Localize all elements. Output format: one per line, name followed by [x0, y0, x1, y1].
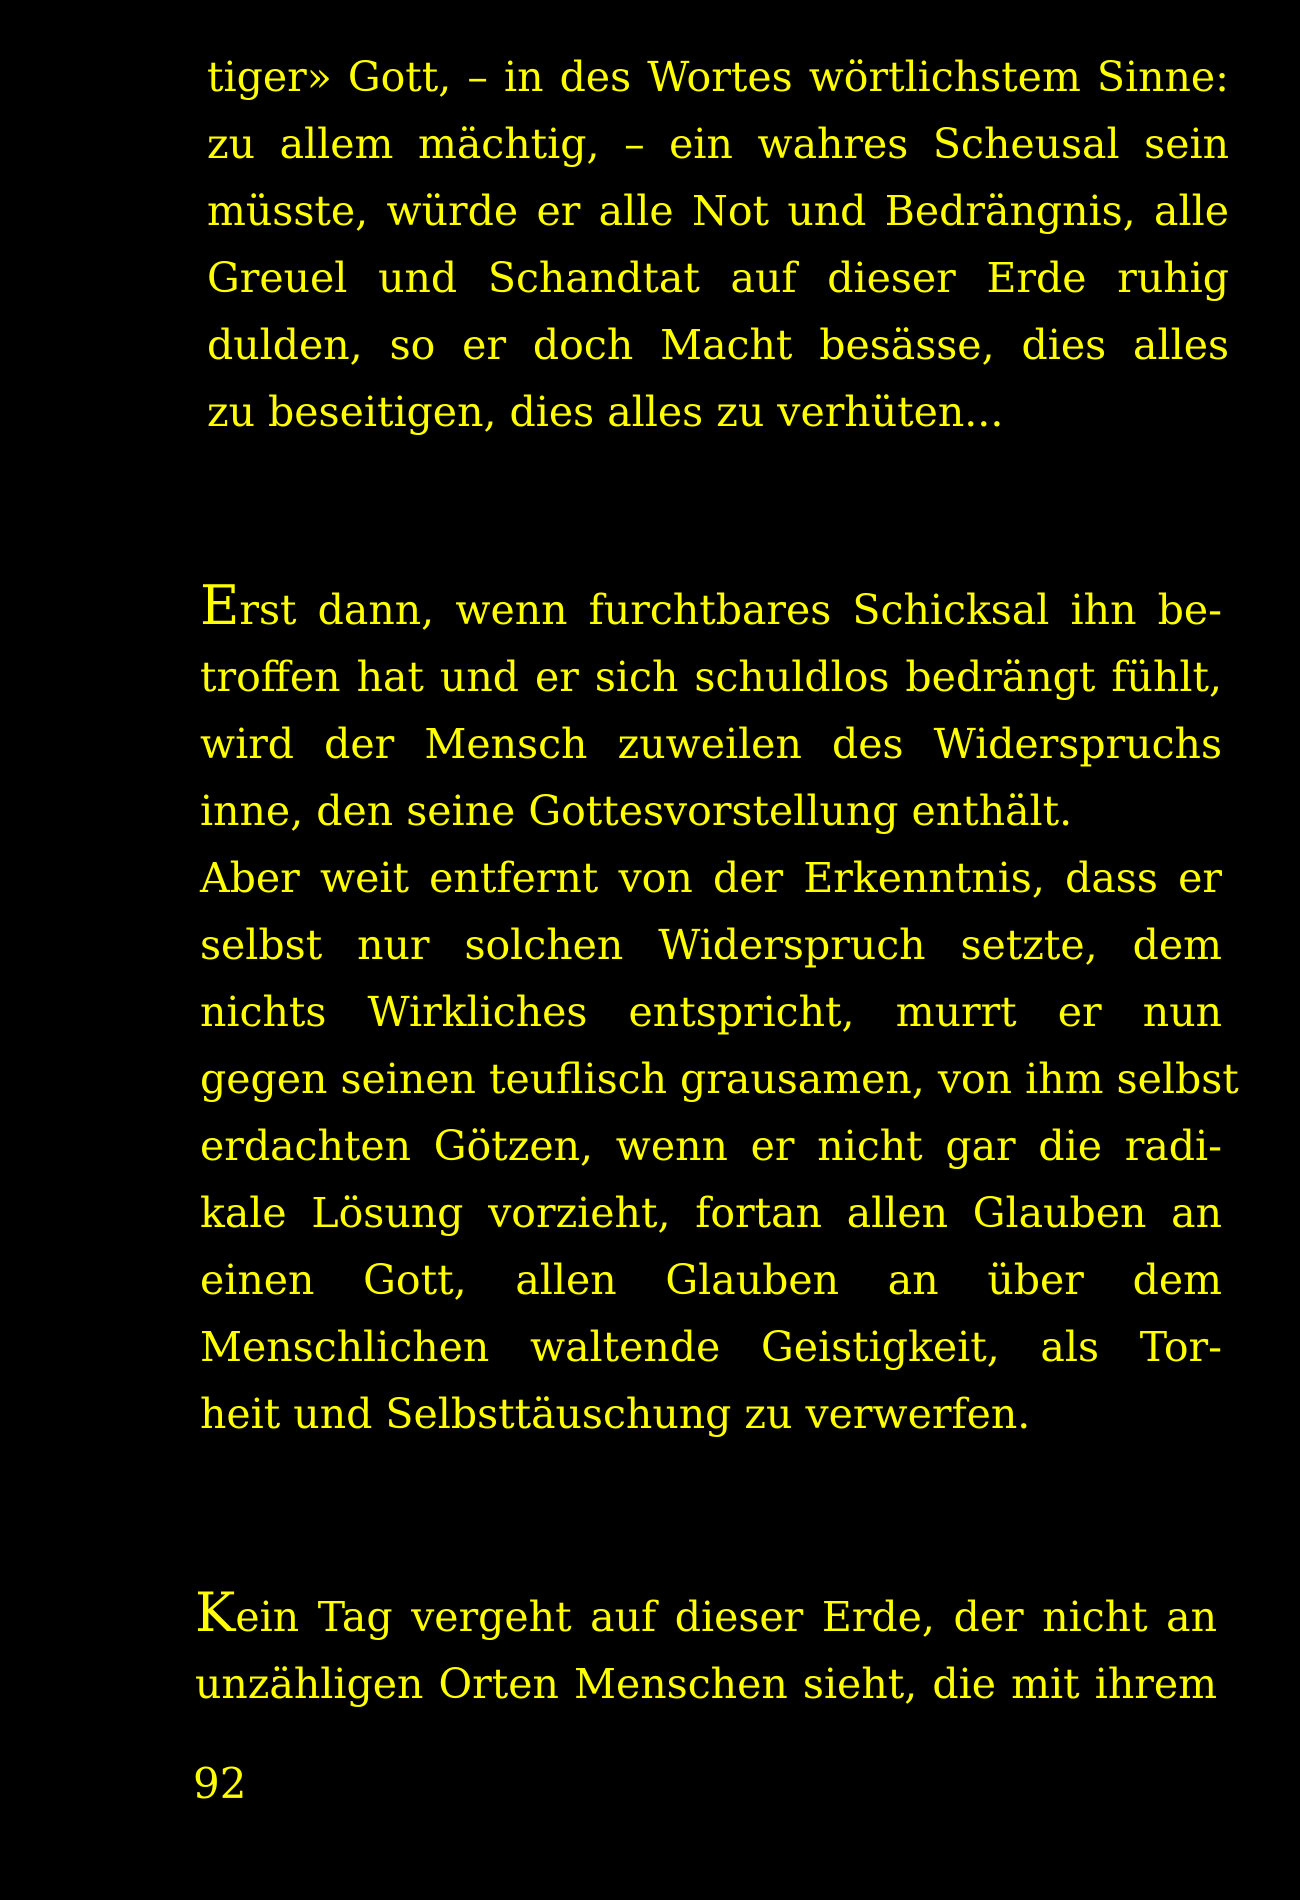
first-line — [195, 1581, 1217, 1651]
text-line: troffen hat und er sich schuldlos bedrängt fühlt, — [200, 653, 1222, 701]
text-line: kale Lösung vorzieht, fortan allen Glauben an — [200, 1189, 1222, 1237]
text-line: erdachten Götzen, wenn er nicht gar die radi- — [200, 1122, 1222, 1170]
text-line: zu allem mächtig, – ein wahres Scheusal sein — [207, 120, 1229, 168]
text-line: Menschlichen waltende Geistigkeit, als Tor- — [200, 1323, 1222, 1371]
text-line: inne, den seine Gottesvorstellung enthält. — [200, 787, 1073, 835]
dropcap: K — [195, 1581, 236, 1644]
text-line: müsste, würde er alle Not und Bedrängnis, alle — [207, 187, 1229, 235]
text-line: unzähligen Orten Menschen sieht, die mit ihrem — [195, 1660, 1217, 1708]
paragraph-1 — [207, 44, 1229, 446]
text-line: heit und Selbsttäuschung zu verwerfen. — [200, 1390, 1031, 1438]
text-line: gegen seinen teuflisch grausamen, von ihm selbst — [200, 1055, 1239, 1103]
first-line-text: ein Tag vergeht auf dieser Erde, der nicht an — [235, 1593, 1217, 1641]
text-line: wird der Mensch zuweilen des Widerspruchs — [200, 720, 1222, 768]
first-line — [200, 574, 1222, 644]
text-line: selbst nur solchen Widerspruch setzte, dem — [200, 921, 1222, 969]
text-line: dulden, so er doch Macht besässe, dies alles — [207, 321, 1229, 369]
text-line: zu beseitigen, dies alles zu verhüten... — [207, 388, 1004, 436]
first-line-text: rst dann, wenn furchtbares Schicksal ihn be- — [239, 586, 1222, 634]
text-line: tiger» Gott, – in des Wortes wörtlichstem Sinne: — [207, 53, 1229, 101]
dropcap: E — [200, 574, 240, 637]
page-number: 92 — [193, 1759, 247, 1808]
text-line: einen Gott, allen Glauben an über dem — [200, 1256, 1222, 1304]
paragraph-3 — [195, 1581, 1217, 1718]
text-line: Greuel und Schandtat auf dieser Erde ruhig — [207, 254, 1229, 302]
text-line: nichts Wirkliches entspricht, murrt er nun — [200, 988, 1222, 1036]
paragraph-2 — [200, 574, 1239, 1448]
text-line: Aber weit entfernt von der Erkenntnis, dass er — [200, 854, 1222, 902]
